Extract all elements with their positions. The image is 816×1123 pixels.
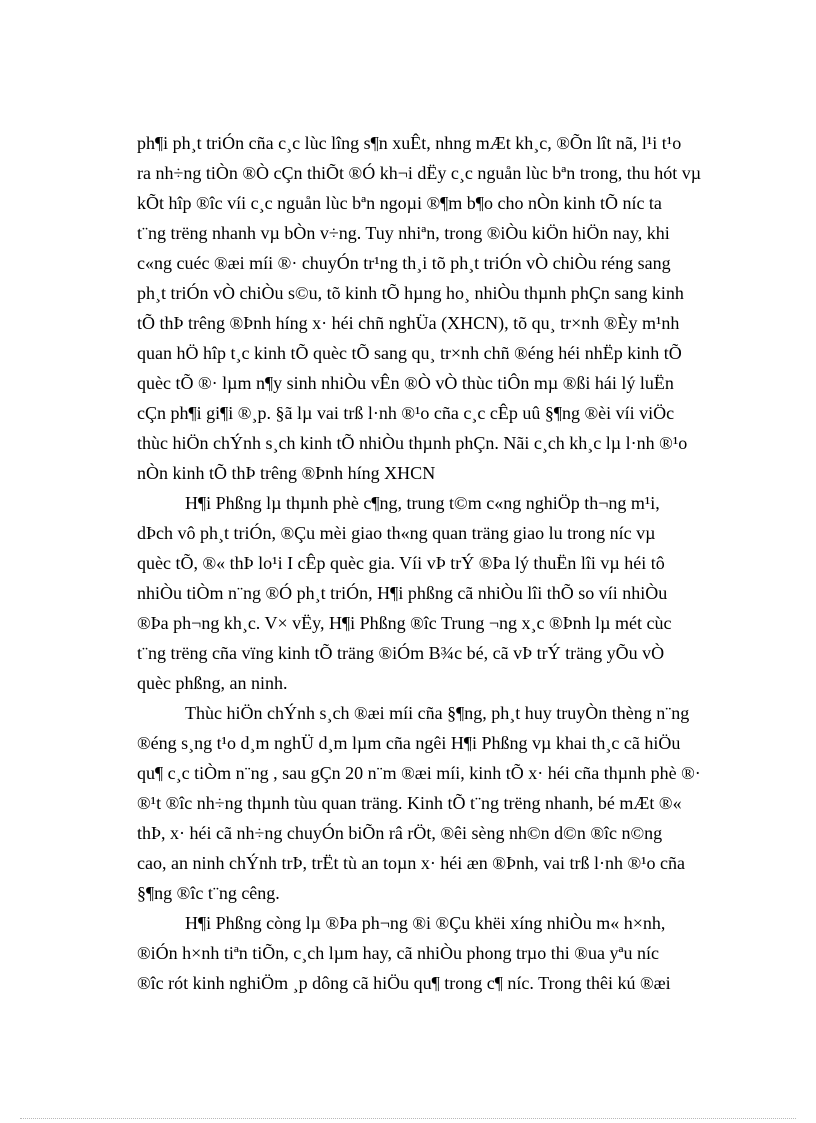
text-line: dÞch vô ph¸t triÓn, ®Çu mèi giao th«ng quan träng giao lu trong níc vµ xyxy=(137,523,656,543)
text-line: ph¶i ph¸t triÓn cña c¸c lùc lîng s¶n xuÊt, nhng mÆt kh¸c, ®Õn lît nã, l¹i t¹o xyxy=(137,133,682,153)
paragraph-first-line: Thùc hiÖn chÝnh s¸ch ®æi míi cña §¶ng, ph¸t huy truyÒn thèng n¨ng xyxy=(185,703,690,723)
page-bottom-divider xyxy=(20,1118,796,1119)
text-line: t¨ng trëng cña vïng kinh tÕ träng ®iÓm B¾c bé, cã vÞ trÝ träng yÕu vÒ xyxy=(137,643,665,663)
text-line: ®Þa ph¬ng kh¸c. V× vËy, H¶i Phßng ®îc Trung ¬ng x¸c ®Þnh lµ mét cùc xyxy=(137,613,672,633)
text-line: ra nh÷ng tiÒn ®Ò cÇn thiÕt ®Ó kh¬i dËy c¸c nguån lùc bªn trong, thu hót vµ xyxy=(137,163,702,183)
paragraph-first-line: H¶i Phßng lµ thµnh phè c¶ng, trung t©m c«ng nghiÖp th¬ng m¹i, xyxy=(185,493,660,513)
text-line: ph¸t triÓn vÒ chiÒu s©u, tõ kinh tÕ hµng ho¸ nhiÒu thµnh phÇn sang kinh xyxy=(137,283,684,303)
text-line: cÇn ph¶i gi¶i ®¸p. §ã lµ vai trß l·nh ®¹o cña c¸c cÊp uû §¶ng ®èi víi viÖc xyxy=(137,403,675,423)
text-line: quan hÖ hîp t¸c kinh tÕ quèc tÕ sang qu¸ tr×nh chñ ®éng héi nhËp kinh tÕ xyxy=(137,343,682,363)
paragraph-first-line: H¶i Phßng còng lµ ®Þa ph¬ng ®i ®Çu khëi xíng nhiÒu m« h×nh, xyxy=(185,913,666,933)
text-line: qu¶ c¸c tiÒm n¨ng , sau gÇn 20 n¨m ®æi míi, kinh tÕ x· héi cña thµnh phè ®· xyxy=(137,763,701,783)
text-line: cao, an ninh chÝnh trÞ, trËt tù an toµn x· héi æn ®Þnh, vai trß l·nh ®¹o cña xyxy=(137,853,686,873)
text-line: c«ng cuéc ®æi míi ®· chuyÓn tr¹ng th¸i tõ ph¸t triÓn vÒ chiÒu réng sang xyxy=(137,253,671,273)
text-line: quèc tÕ, ®« thÞ lo¹i I cÊp quèc gia. Víi vÞ trÝ ®Þa lý thuËn lîi vµ héi tô xyxy=(137,553,665,573)
text-line: nhiÒu tiÒm n¨ng ®Ó ph¸t triÓn, H¶i phßng cã nhiÒu lîi thÕ so víi nhiÒu xyxy=(137,583,668,603)
text-line: kÕt hîp ®îc víi c¸c nguån lùc bªn ngoµi ®¶m b¶o cho nÒn kinh tÕ níc ta xyxy=(137,193,662,213)
text-line: ®iÓn h×nh tiªn tiÕn, c¸ch lµm hay, cã nhiÒu phong trµo thi ®ua yªu níc xyxy=(137,943,659,963)
text-line: quèc phßng, an ninh. xyxy=(137,673,288,693)
text-line: ®¹t ®îc nh÷ng thµnh tùu quan träng. Kinh tÕ t¨ng trëng nhanh, bé mÆt ®« xyxy=(137,793,682,813)
text-line: ®éng s¸ng t¹o d¸m nghÜ d¸m lµm cña ngêi H¶i Phßng vµ khai th¸c cã hiÖu xyxy=(137,733,681,753)
text-line: tÕ thÞ trêng ®Þnh híng x· héi chñ nghÜa (XHCN), tõ qu¸ tr×nh ®Èy m¹nh xyxy=(137,313,680,333)
text-line: thùc hiÖn chÝnh s¸ch kinh tÕ nhiÒu thµnh phÇn. Nãi c¸ch kh¸c lµ l·nh ®¹o xyxy=(137,433,688,453)
text-line: quèc tÕ ®· lµm n¶y sinh nhiÒu vÊn ®Ò vÒ thùc tiÔn mµ ®ßi hái lý luËn xyxy=(137,373,674,393)
text-line: ®îc rót kinh nghiÖm ¸p dông cã hiÖu qu¶ trong c¶ níc. Trong thêi kú ®æi xyxy=(137,973,671,993)
text-line: §¶ng ®îc t¨ng cêng. xyxy=(137,883,280,903)
text-line: thÞ, x· héi cã nh÷ng chuyÓn biÕn râ rÖt, ®êi sèng nh©n d©n ®îc n©ng xyxy=(137,823,663,843)
text-line: t¨ng trëng nhanh vµ bÒn v÷ng. Tuy nhiªn, trong ®iÒu kiÖn hiÖn nay, khi xyxy=(137,223,670,243)
text-line: nÒn kinh tÕ thÞ trêng ®Þnh híng XHCN xyxy=(137,463,436,483)
